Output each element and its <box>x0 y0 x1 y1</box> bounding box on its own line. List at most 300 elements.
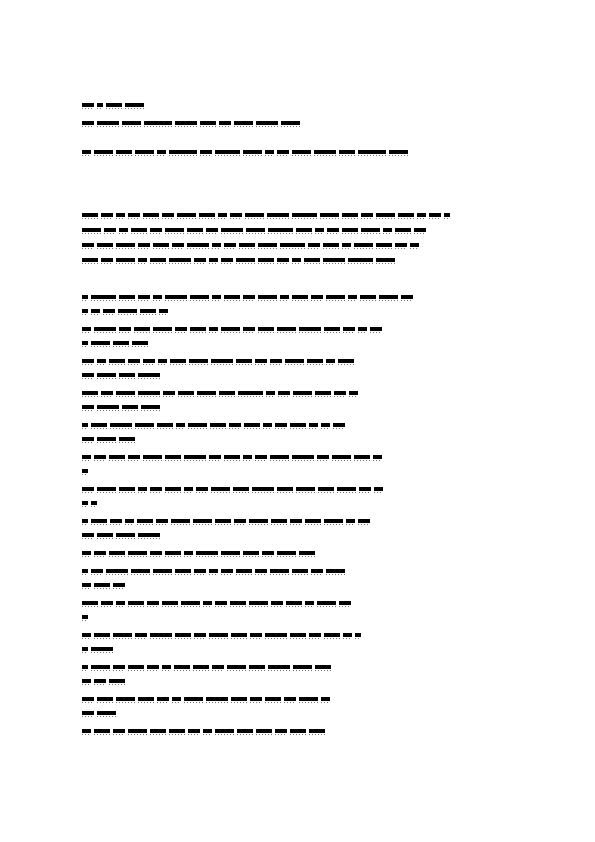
word-mark <box>255 455 267 459</box>
word-mark <box>262 551 274 555</box>
word-mark <box>113 341 129 345</box>
word-mark <box>348 258 373 262</box>
word-mark <box>97 405 119 409</box>
list-item-line <box>82 676 512 685</box>
word-mark <box>212 243 221 247</box>
word-mark <box>354 455 370 459</box>
word-mark <box>311 569 323 573</box>
word-mark <box>184 455 206 459</box>
word-mark <box>265 633 287 637</box>
word-mark <box>82 679 91 683</box>
list-item-line <box>82 324 512 333</box>
word-mark <box>119 487 135 491</box>
word-mark <box>246 228 265 232</box>
word-mark <box>278 391 290 395</box>
word-mark <box>91 569 103 573</box>
word-mark <box>177 213 196 217</box>
paragraph-line <box>82 255 512 264</box>
word-mark <box>113 665 125 669</box>
paragraph-line <box>82 210 512 219</box>
word-mark <box>209 258 218 262</box>
word-mark <box>147 665 159 669</box>
word-mark <box>314 150 336 154</box>
word-mark <box>349 391 358 395</box>
word-mark <box>280 295 289 299</box>
word-mark <box>265 150 274 154</box>
word-mark <box>91 341 110 345</box>
list-item-line <box>82 566 512 575</box>
list-item-line <box>82 370 512 379</box>
word-mark <box>252 487 274 491</box>
word-mark <box>230 213 242 217</box>
word-mark <box>233 487 249 491</box>
word-mark <box>227 665 246 669</box>
list-item-line <box>82 388 512 397</box>
word-mark <box>308 243 320 247</box>
word-mark <box>97 711 116 715</box>
word-mark <box>128 213 140 217</box>
word-mark <box>326 359 335 363</box>
word-mark <box>131 569 150 573</box>
list-item-line <box>82 548 512 557</box>
word-mark <box>315 228 324 232</box>
word-mark <box>290 729 306 733</box>
word-mark <box>82 391 98 395</box>
word-mark <box>343 633 352 637</box>
word-mark <box>82 551 91 555</box>
list-item-line <box>82 530 512 539</box>
word-mark <box>244 423 260 427</box>
word-mark <box>229 423 241 427</box>
word-mark <box>97 533 113 537</box>
list-item-line <box>82 338 512 347</box>
word-mark <box>238 391 263 395</box>
word-mark <box>97 487 116 491</box>
word-mark <box>250 697 262 701</box>
word-mark <box>104 228 116 232</box>
word-mark <box>125 519 134 523</box>
word-mark <box>91 295 116 299</box>
word-mark <box>119 373 135 377</box>
word-mark <box>398 213 414 217</box>
word-mark <box>237 729 253 733</box>
word-mark <box>321 697 330 701</box>
word-mark <box>189 359 208 363</box>
word-mark <box>361 213 373 217</box>
word-mark <box>293 391 312 395</box>
word-mark <box>109 679 125 683</box>
word-mark <box>128 359 140 363</box>
word-mark <box>103 309 115 313</box>
word-mark <box>203 601 212 605</box>
word-mark <box>138 533 160 537</box>
word-mark <box>210 423 226 427</box>
word-mark <box>82 327 91 331</box>
word-mark <box>91 647 113 651</box>
word-mark <box>292 213 317 217</box>
word-mark <box>116 258 135 262</box>
word-mark <box>157 150 166 154</box>
word-mark <box>266 391 275 395</box>
word-mark <box>101 258 113 262</box>
word-mark <box>176 423 185 427</box>
word-mark <box>343 327 355 331</box>
word-mark <box>359 487 371 491</box>
word-mark <box>221 258 233 262</box>
word-mark <box>128 601 144 605</box>
word-mark <box>82 309 88 313</box>
word-mark <box>169 150 197 154</box>
word-mark <box>187 243 209 247</box>
word-mark <box>82 121 94 125</box>
word-mark <box>212 295 221 299</box>
word-mark <box>82 341 88 345</box>
word-mark <box>376 243 392 247</box>
list-item-line <box>82 466 512 475</box>
word-mark <box>101 391 113 395</box>
word-mark <box>165 295 187 299</box>
word-mark <box>175 633 191 637</box>
word-mark <box>268 228 293 232</box>
word-mark <box>280 243 305 247</box>
word-mark <box>94 327 116 331</box>
word-mark <box>94 729 110 733</box>
word-mark <box>97 103 103 107</box>
word-mark <box>311 295 323 299</box>
word-mark <box>376 213 395 217</box>
word-mark <box>296 228 312 232</box>
word-mark <box>170 359 186 363</box>
word-mark <box>82 633 91 637</box>
list-item-line <box>82 662 512 671</box>
word-mark <box>150 228 162 232</box>
word-mark <box>82 519 88 523</box>
word-mark <box>194 258 206 262</box>
word-mark <box>82 455 91 459</box>
word-mark <box>132 341 148 345</box>
word-mark <box>324 633 340 637</box>
word-mark <box>82 533 94 537</box>
word-mark <box>196 487 208 491</box>
word-mark <box>153 569 172 573</box>
word-mark <box>116 391 135 395</box>
word-mark <box>82 405 94 409</box>
word-mark <box>221 327 240 331</box>
word-mark <box>97 437 116 441</box>
word-mark <box>94 679 106 683</box>
list-item-line <box>82 292 512 301</box>
word-mark <box>82 213 98 217</box>
word-mark <box>342 228 358 232</box>
word-mark <box>125 103 144 107</box>
word-mark <box>82 711 94 715</box>
word-mark <box>334 391 346 395</box>
word-mark <box>82 647 88 651</box>
list-item-line <box>82 420 512 429</box>
list-item-line <box>82 644 512 653</box>
word-mark <box>143 455 162 459</box>
word-mark <box>324 519 343 523</box>
word-mark <box>82 583 91 587</box>
header-line <box>82 100 512 109</box>
word-mark <box>215 150 240 154</box>
word-mark <box>299 551 315 555</box>
word-mark <box>188 423 207 427</box>
word-mark <box>315 391 331 395</box>
word-mark <box>138 697 154 701</box>
word-mark <box>271 601 283 605</box>
word-mark <box>140 309 156 313</box>
list-item-line <box>82 452 512 461</box>
word-mark <box>109 551 125 555</box>
word-mark <box>277 258 289 262</box>
word-mark <box>258 327 274 331</box>
word-mark <box>150 258 166 262</box>
word-mark <box>245 213 264 217</box>
word-mark <box>82 359 94 363</box>
word-mark <box>221 569 233 573</box>
word-mark <box>417 213 426 217</box>
word-mark <box>153 327 172 331</box>
word-mark <box>197 391 216 395</box>
word-mark <box>358 150 386 154</box>
word-mark <box>299 327 321 331</box>
word-mark <box>150 633 172 637</box>
word-mark <box>187 228 203 232</box>
word-mark <box>281 121 300 125</box>
word-mark <box>277 487 293 491</box>
word-mark <box>305 601 314 605</box>
word-mark <box>256 729 272 733</box>
word-mark <box>190 295 209 299</box>
word-mark <box>324 327 340 331</box>
word-mark <box>169 258 191 262</box>
list-item-line <box>82 630 512 639</box>
word-mark <box>131 228 147 232</box>
word-mark <box>215 601 227 605</box>
word-mark <box>157 697 169 701</box>
word-mark <box>82 228 101 232</box>
word-mark <box>346 519 355 523</box>
word-mark <box>116 697 135 701</box>
word-mark <box>171 519 190 523</box>
word-mark <box>200 150 212 154</box>
word-mark <box>236 569 252 573</box>
list-item-line <box>82 612 512 621</box>
word-mark <box>293 665 312 669</box>
header-line <box>82 118 512 127</box>
list-item-line <box>82 356 512 365</box>
word-mark <box>116 150 132 154</box>
word-mark <box>162 213 174 217</box>
word-mark <box>138 487 147 491</box>
word-mark <box>215 519 231 523</box>
word-mark <box>91 309 100 313</box>
paragraph-line <box>82 240 512 249</box>
word-mark <box>277 551 296 555</box>
word-mark <box>277 150 289 154</box>
word-mark <box>268 665 290 669</box>
word-mark <box>116 243 135 247</box>
word-mark <box>348 295 357 299</box>
word-mark <box>137 519 153 523</box>
word-mark <box>193 519 212 523</box>
word-mark <box>97 373 116 377</box>
word-mark <box>91 501 97 505</box>
word-mark <box>194 633 206 637</box>
word-mark <box>218 213 227 217</box>
word-mark <box>239 243 255 247</box>
word-mark <box>315 665 331 669</box>
word-mark <box>91 665 110 669</box>
word-mark <box>116 533 135 537</box>
word-mark <box>277 327 296 331</box>
word-mark <box>231 697 247 701</box>
word-mark <box>320 213 339 217</box>
word-mark <box>150 551 162 555</box>
word-mark <box>234 519 246 523</box>
word-mark <box>199 213 215 217</box>
word-mark <box>193 665 209 669</box>
word-mark <box>249 665 265 669</box>
word-mark <box>243 327 255 331</box>
word-mark <box>292 258 301 262</box>
word-mark <box>128 729 147 733</box>
word-mark <box>82 423 88 427</box>
word-mark <box>165 487 181 491</box>
word-mark <box>119 295 135 299</box>
word-mark <box>138 243 150 247</box>
list-item-line <box>82 598 512 607</box>
word-mark <box>109 455 125 459</box>
word-mark <box>292 455 314 459</box>
word-mark <box>270 569 289 573</box>
word-mark <box>122 121 141 125</box>
word-mark <box>326 295 345 299</box>
word-mark <box>138 258 147 262</box>
word-mark <box>211 487 230 491</box>
word-mark <box>184 551 193 555</box>
word-mark <box>292 569 308 573</box>
word-mark <box>231 633 247 637</box>
word-mark <box>342 213 358 217</box>
word-mark <box>290 423 306 427</box>
word-mark <box>309 633 321 637</box>
word-mark <box>82 243 94 247</box>
word-mark <box>119 228 128 232</box>
word-mark <box>296 487 315 491</box>
word-mark <box>97 697 113 701</box>
word-mark <box>82 487 94 491</box>
word-mark <box>109 359 125 363</box>
word-mark <box>82 150 91 154</box>
word-mark <box>326 569 345 573</box>
word-mark <box>429 213 441 217</box>
word-mark <box>249 601 268 605</box>
word-mark <box>379 295 398 299</box>
legibility-note <box>0 0 1 1</box>
word-mark <box>113 729 125 733</box>
word-mark <box>116 213 125 217</box>
word-mark <box>309 729 325 733</box>
word-mark <box>250 633 262 637</box>
word-mark <box>150 487 162 491</box>
word-mark <box>97 359 106 363</box>
word-mark <box>113 633 132 637</box>
word-mark <box>94 150 113 154</box>
word-mark <box>135 633 147 637</box>
word-mark <box>110 423 132 427</box>
word-mark <box>169 729 185 733</box>
word-mark <box>143 359 155 363</box>
word-mark <box>118 309 137 313</box>
word-mark <box>221 228 243 232</box>
word-mark <box>224 455 240 459</box>
word-mark <box>290 519 302 523</box>
word-mark <box>163 391 175 395</box>
word-mark <box>286 601 302 605</box>
word-mark <box>354 243 373 247</box>
word-mark <box>255 359 267 363</box>
word-mark <box>128 455 140 459</box>
word-mark <box>358 327 367 331</box>
word-mark <box>174 665 190 669</box>
word-mark <box>184 487 193 491</box>
word-mark <box>128 551 147 555</box>
word-mark <box>82 615 88 619</box>
word-mark <box>236 258 255 262</box>
list-item-line <box>82 498 512 507</box>
word-mark <box>82 501 88 505</box>
word-mark <box>307 359 323 363</box>
word-mark <box>267 213 289 217</box>
list-item-line <box>82 708 512 717</box>
list-item-line <box>82 402 512 411</box>
word-mark <box>82 469 88 473</box>
word-mark <box>175 569 191 573</box>
word-mark <box>234 121 253 125</box>
word-mark <box>159 309 168 313</box>
word-mark <box>243 455 252 459</box>
word-mark <box>206 697 228 701</box>
word-mark <box>304 258 320 262</box>
word-mark <box>395 228 411 232</box>
word-mark <box>101 601 113 605</box>
word-mark <box>401 295 413 299</box>
word-mark <box>258 243 277 247</box>
word-mark <box>94 583 110 587</box>
word-mark <box>395 243 407 247</box>
word-mark <box>82 569 88 573</box>
word-mark <box>410 243 419 247</box>
word-mark <box>157 423 173 427</box>
word-mark <box>143 213 159 217</box>
word-mark <box>258 258 274 262</box>
word-mark <box>147 601 159 605</box>
word-mark <box>190 327 206 331</box>
word-mark <box>270 359 282 363</box>
word-mark <box>318 487 334 491</box>
word-mark <box>317 455 329 459</box>
word-mark <box>203 729 212 733</box>
word-mark <box>128 665 144 669</box>
word-mark <box>224 295 240 299</box>
word-mark <box>263 423 272 427</box>
header-line <box>82 147 512 156</box>
word-mark <box>361 228 380 232</box>
word-mark <box>414 228 426 232</box>
word-mark <box>323 258 345 262</box>
